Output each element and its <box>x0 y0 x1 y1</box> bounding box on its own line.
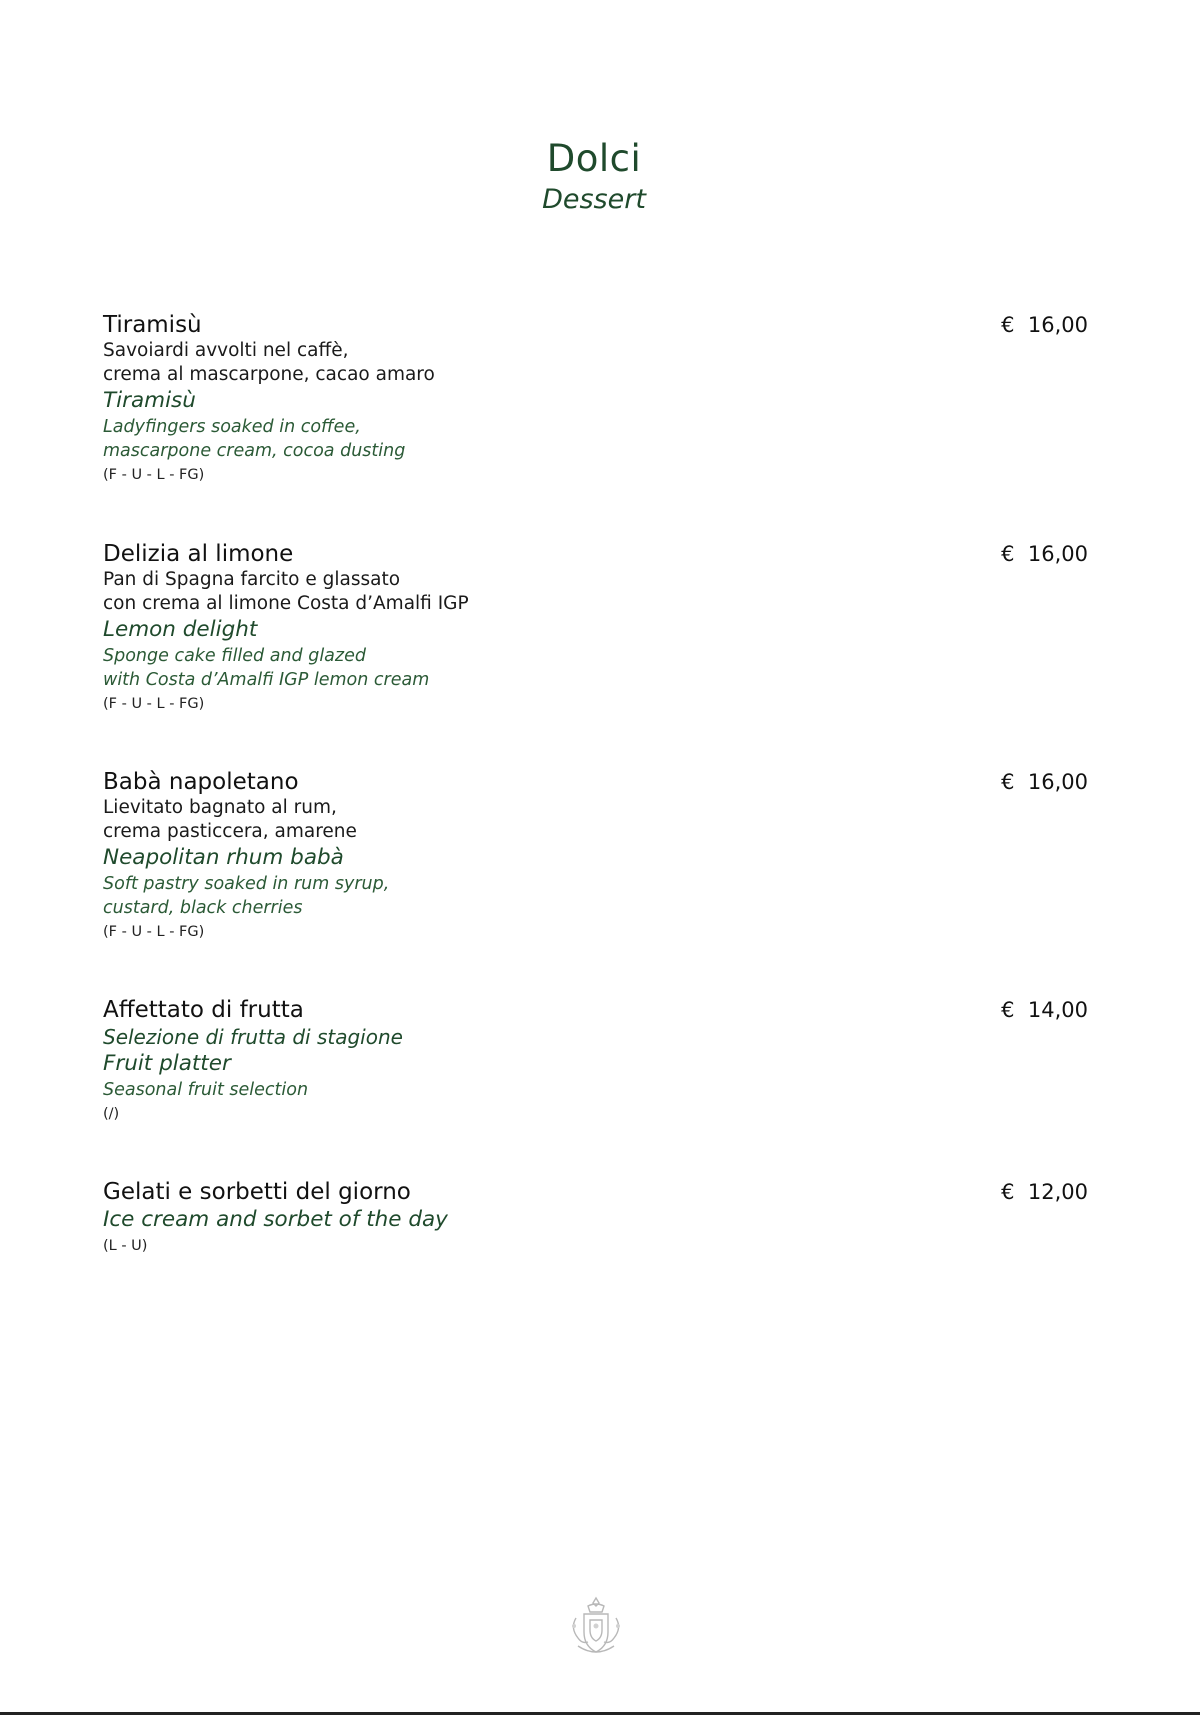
item-description-english-line: with Costa d’Amalfi IGP lemon cream <box>103 670 430 690</box>
item-description-english-line: Seasonal fruit selection <box>103 1080 309 1100</box>
item-name-english: Tiramisù <box>103 388 196 413</box>
item-name: Affettato di frutta <box>103 997 304 1023</box>
item-allergens: (F - U - L - FG) <box>103 467 205 483</box>
item-name-english: Fruit platter <box>103 1051 231 1076</box>
item-description-line: Lievitato bagnato al rum, <box>103 797 337 818</box>
menu-item-gelati-e-sorbetti <box>103 1178 1088 1257</box>
item-description-line: crema al mascarpone, cacao amaro <box>103 364 435 385</box>
item-price: € 14,00 <box>1001 998 1088 1022</box>
item-description-english-line: Ladyfingers soaked in coffee, <box>103 417 361 437</box>
item-description-line: con crema al limone Costa d’Amalfi IGP <box>103 593 469 614</box>
item-allergens: (F - U - L - FG) <box>103 696 205 712</box>
menu-header <box>0 136 1188 218</box>
page-subtitle: Dessert <box>542 184 646 215</box>
menu-item-baba-napoletano <box>103 768 1088 943</box>
item-description-line: Pan di Spagna farcito e glassato <box>103 569 401 590</box>
item-name-english: Neapolitan rhum babà <box>103 845 344 870</box>
item-name: Babà napoletano <box>103 769 299 795</box>
item-allergens: (L - U) <box>103 1238 148 1254</box>
item-name-english: Lemon delight <box>103 617 258 642</box>
item-allergens: (/) <box>103 1106 120 1122</box>
item-description-line: crema pasticcera, amarene <box>103 821 357 842</box>
menu-item-delizia-al-limone <box>103 540 1088 715</box>
item-description-line: Selezione di frutta di stagione <box>103 1025 403 1049</box>
item-description-english-line: Sponge cake filled and glazed <box>103 646 366 666</box>
item-description-english-line: mascarpone cream, cocoa dusting <box>103 441 406 461</box>
menu-item-tiramisu <box>103 311 1088 486</box>
item-price: € 16,00 <box>1001 313 1088 337</box>
item-name-english: Ice cream and sorbet of the day <box>103 1207 448 1232</box>
item-description-english-line: custard, black cherries <box>103 898 303 918</box>
page-title: Dolci <box>546 137 642 180</box>
item-price: € 16,00 <box>1001 770 1088 794</box>
item-name: Tiramisù <box>103 312 202 338</box>
item-name: Gelati e sorbetti del giorno <box>103 1179 411 1205</box>
item-description-english-line: Soft pastry soaked in rum syrup, <box>103 874 390 894</box>
item-allergens: (F - U - L - FG) <box>103 924 205 940</box>
item-name: Delizia al limone <box>103 541 294 567</box>
item-description-line: Savoiardi avvolti nel caffè, <box>103 340 349 361</box>
item-price: € 16,00 <box>1001 542 1088 566</box>
bottom-rule <box>0 1712 1200 1715</box>
item-price: € 12,00 <box>1001 1180 1088 1204</box>
crest-icon <box>568 1596 624 1660</box>
menu-item-affettato-di-frutta <box>103 996 1088 1125</box>
